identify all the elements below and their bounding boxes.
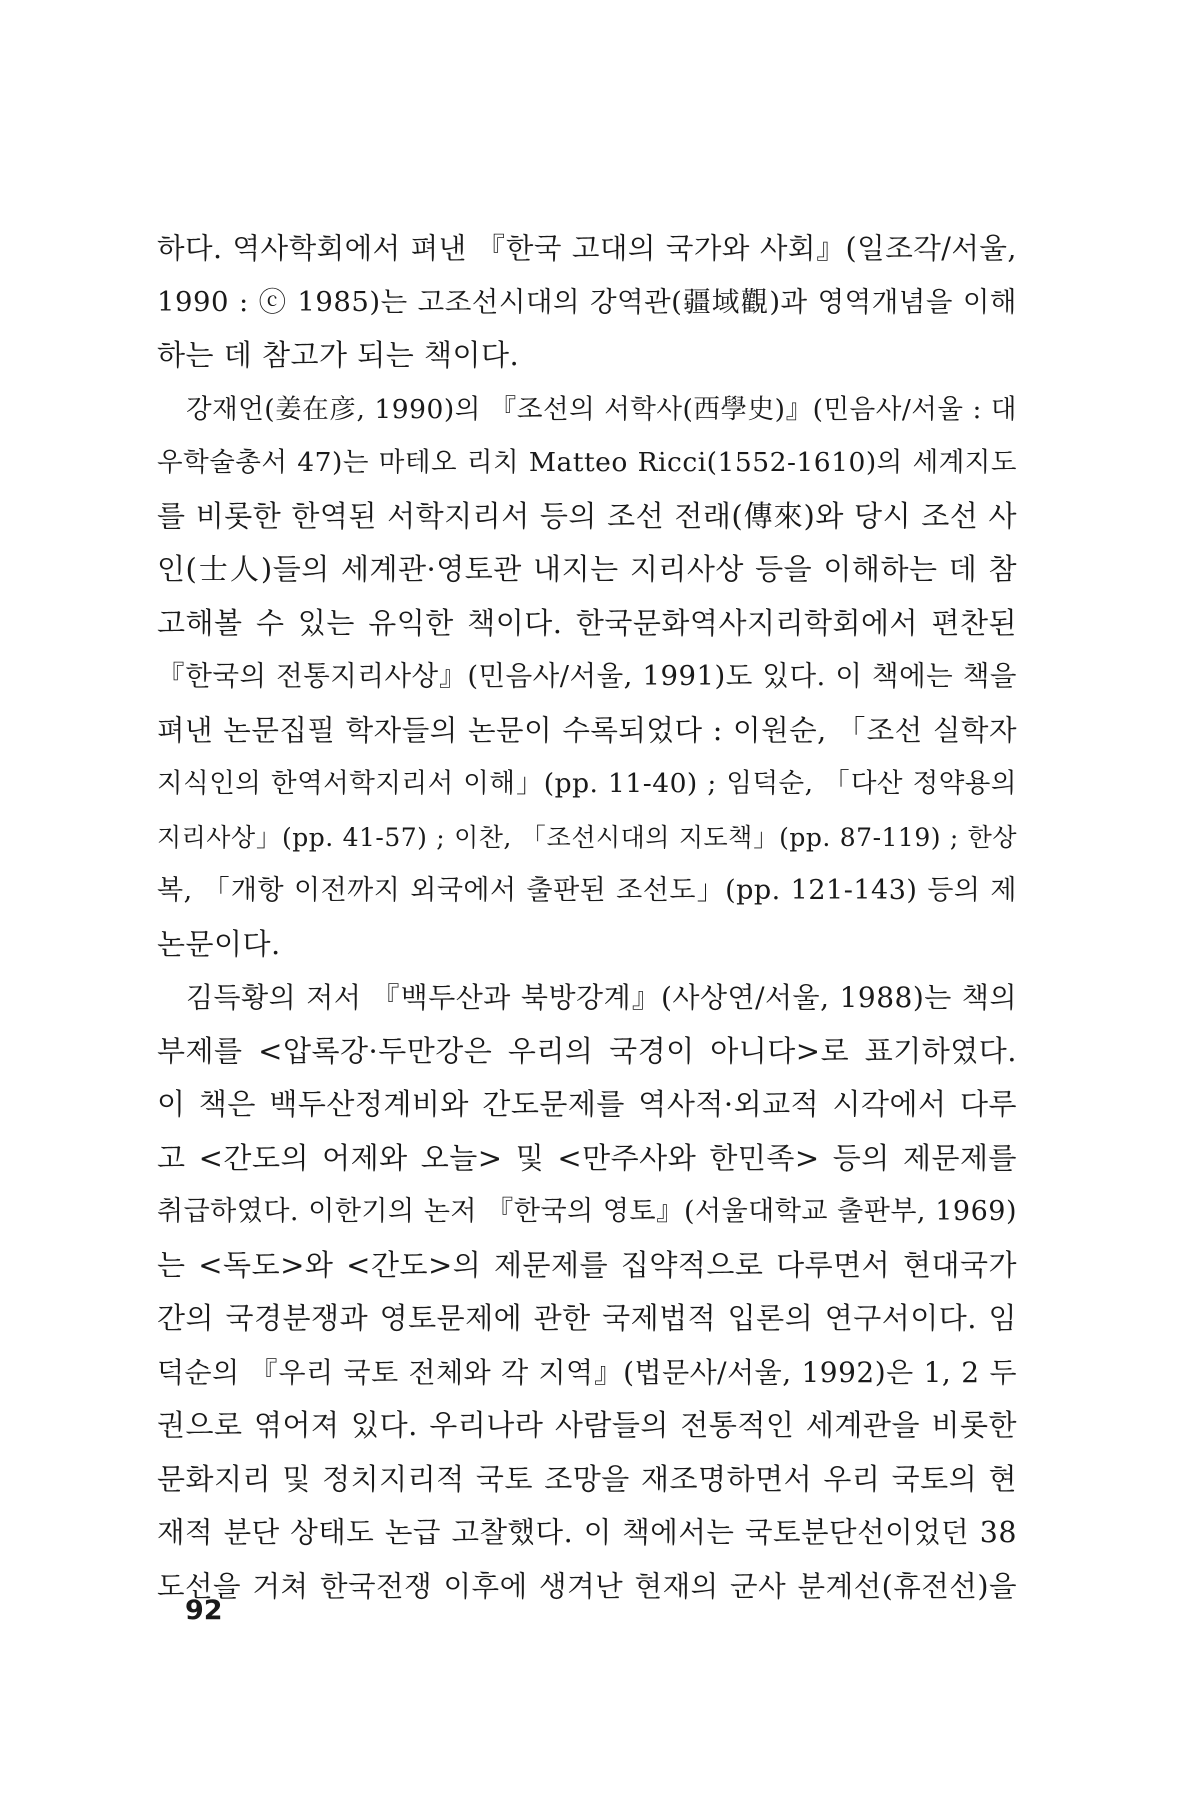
text-line: 우학술총서 47)는 마테오 리치 Matteo Ricci(1552-1610)의 세계지도 <box>157 447 1017 478</box>
text-line: 권으로 엮어져 있다. 우리나라 사람들의 전통적인 세계관을 비롯한 <box>157 1408 1017 1442</box>
text-line: 하다. 역사학회에서 펴낸 『한국 고대의 국가와 사회』(일조각/서울, <box>157 232 1017 265</box>
text-line: 고 <간도의 어제와 오늘> 및 <만주사와 한민족> 등의 제문제를 <box>157 1140 1017 1175</box>
text-line: 복, 「개항 이전까지 외국에서 출판된 조선도」(pp. 121-143) 등의 제 <box>157 875 1017 906</box>
text-line: 재적 분단 상태도 논급 고찰했다. 이 책에서는 국토분단선이었던 38 <box>157 1516 1017 1549</box>
text-line: 펴낸 논문집필 학자들의 논문이 수록되었다 : 이원순, 「조선 실학자 <box>157 713 1017 747</box>
text-line: 는 <독도>와 <간도>의 제문제를 집약적으로 다루면서 현대국가 <box>157 1247 1017 1282</box>
text-line: 부제를 <압록강·두만강은 우리의 국경이 아니다>로 표기하였다. <box>157 1033 1017 1068</box>
text-line: 논문이다. <box>157 926 281 961</box>
page-number: 92 <box>185 1595 223 1626</box>
text-line: 『한국의 전통지리사상』(민음사/서울, 1991)도 있다. 이 책에는 책을 <box>157 660 1017 692</box>
text-line: 도선을 거쳐 한국전쟁 이후에 생겨난 현재의 군사 분계선(휴전선)을 <box>157 1569 1017 1603</box>
body-text <box>157 222 1017 1613</box>
text-line: 간의 국경분쟁과 영토문제에 관한 국제법적 입론의 연구서이다. 임 <box>157 1301 1017 1335</box>
text-line: 하는 데 참고가 되는 책이다. <box>157 338 520 372</box>
text-line: 문화지리 및 정치지리적 국토 조망을 재조명하면서 우리 국토의 현 <box>157 1461 1017 1496</box>
text-line: 강재언(姜在彦, 1990)의 『조선의 서학사(西學史)』(민음사/서울 : 대 <box>186 393 1017 425</box>
text-line: 인(士人)들의 세계관·영토관 내지는 지리사상 등을 이해하는 데 참 <box>157 552 1017 586</box>
text-line: 취급하였다. 이한기의 논저 『한국의 영토』(서울대학교 출판부, 1969) <box>157 1196 1017 1227</box>
text-line: 고해볼 수 있는 유익한 책이다. 한국문화역사지리학회에서 편찬된 <box>157 605 1017 640</box>
text-line: 를 비롯한 한역된 서학지리서 등의 조선 전래(傳來)와 당시 조선 사 <box>157 498 1017 533</box>
text-line: 1990 : ⓒ 1985)는 고조선시대의 강역관(疆域觀)과 영역개념을 이해 <box>157 285 1017 318</box>
text-line: 이 책은 백두산정계비와 간도문제를 역사적·외교적 시각에서 다루 <box>157 1087 1017 1121</box>
text-line: 지리사상」(pp. 41-57) ; 이찬, 「조선시대의 지도책」(pp. 87-119) ; 한상 <box>157 822 1017 852</box>
text-line: 지식인의 한역서학지리서 이해」(pp. 11-40) ; 임덕순, 「다산 정약용의 <box>157 768 1017 799</box>
text-line: 덕순의 『우리 국토 전체와 각 지역』(법문사/서울, 1992)은 1, 2 두 <box>157 1355 1017 1389</box>
text-line: 김득황의 저서 『백두산과 북방강계』(사상연/서울, 1988)는 책의 <box>186 981 1017 1014</box>
